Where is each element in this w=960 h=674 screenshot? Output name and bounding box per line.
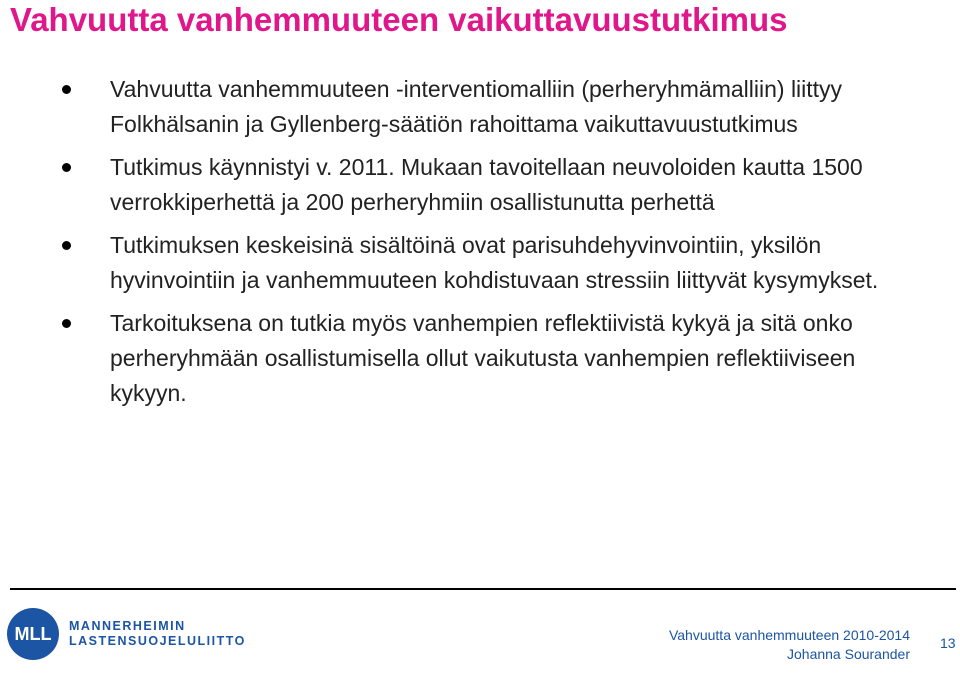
slide-title: Vahvuutta vanhemmuuteen vaikuttavuustutkimus: [10, 1, 788, 38]
logo-wordmark: [69, 619, 246, 649]
bullet-text: Tutkimuksen keskeisinä sisältöinä ovat parisuhdehyvinvointiin, yksilön hyvinvointiin ja vanhemmuuteen kohdistuvaan stressiin liittyvät kysymykset.: [110, 232, 879, 293]
footer-author: Johanna Sourander: [787, 646, 910, 662]
bullet-item: [62, 72, 932, 142]
bullet-icon: [62, 163, 71, 172]
bullet-list: [62, 72, 932, 419]
footer-divider: [10, 588, 956, 590]
footer-text: [669, 626, 910, 664]
page-number: 13: [940, 635, 956, 651]
logo-abbr: MLL: [14, 623, 52, 644]
mll-logo-icon: [7, 608, 59, 660]
logo-line-1: MANNERHEIMIN: [69, 619, 186, 633]
bullet-text: Tarkoituksena on tutkia myös vanhempien reflektiivistä kykyä ja sitä onko perheryhmään osallistumisella ollut vaikutusta vanhempien reflektiiviseen kykyyn.: [110, 310, 856, 406]
bullet-icon: [62, 85, 71, 94]
logo-line-2: LASTENSUOJELULIITTO: [69, 634, 246, 648]
bullet-text: Vahvuutta vanhemmuuteen -interventiomalliin (perheryhmämalliin) liittyy Folkhälsanin ja Gyllenberg-säätiön rahoittama vaikuttavuustutkimus: [110, 76, 843, 137]
bullet-icon: [62, 319, 71, 328]
footer-project: Vahvuutta vanhemmuuteen 2010-2014: [668, 627, 910, 643]
bullet-item: [62, 150, 932, 220]
bullet-item: [62, 228, 932, 298]
bullet-item: [62, 306, 932, 411]
bullet-text: Tutkimus käynnistyi v. 2011. Mukaan tavoitellaan neuvoloiden kautta 1500 verrokkiperhettä ja 200 perheryhmiin osallistunutta perhettä: [110, 154, 863, 215]
bullet-icon: [62, 241, 71, 250]
mll-logo: [7, 608, 246, 660]
